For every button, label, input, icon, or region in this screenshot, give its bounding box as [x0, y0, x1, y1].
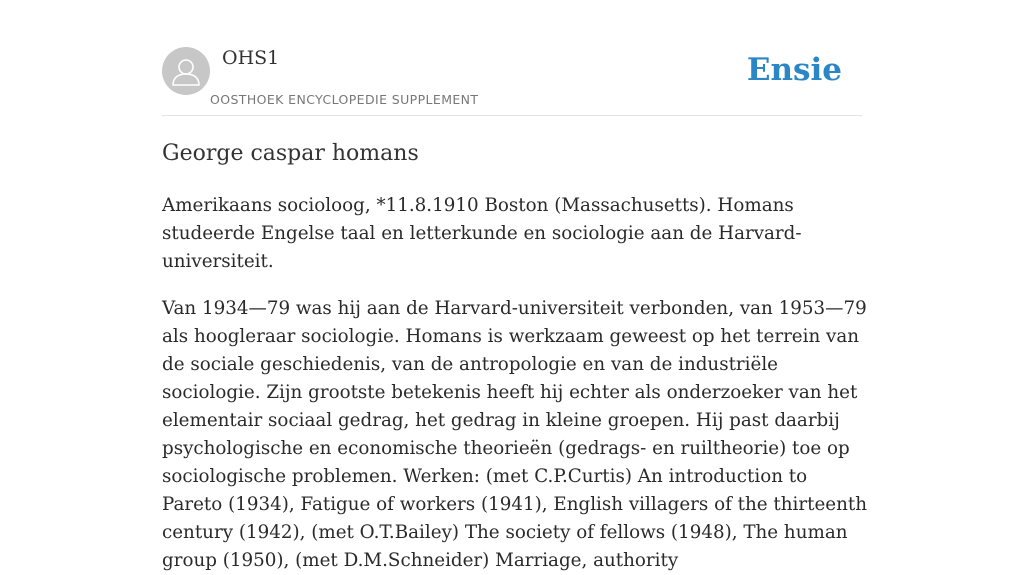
brand-logo[interactable]: Ensie	[746, 52, 842, 88]
article-paragraph-2: Van 1934—79 was hij aan de Harvard-universiteit verbonden, van 1953—79 als hoogleraar sociologie. Homans is werkzaam geweest op het terrein van de sociale geschiedenis, van de antropologie en van de industriële sociologie. Zijn grootste betekenis heeft hij echter als onderzoeker van het elementair sociaal gedrag, het gedrag in kleine groepen. Hij past daarbij psychologische en economische theorieën (gedrags- en ruiltheorie) toe op sociologische problemen. Werken: (met C.P.Curtis) An introduction to Pareto (1934), Fatigue of workers (1941), English villagers of the thirteenth century (1942), (met O.T.Bailey) The society of fellows (1948), The human group (1950), (met D.M.Schneider) Marriage, authority	[162, 298, 867, 571]
source-subtitle: OOSTHOEK ENCYCLOPEDIE SUPPLEMENT	[210, 92, 479, 107]
article-title: George caspar homans	[162, 141, 419, 166]
source-name[interactable]: OHS1	[222, 47, 280, 69]
source-header	[162, 46, 862, 116]
article	[162, 138, 872, 575]
user-silhouette-icon	[162, 47, 210, 95]
article-paragraph-1: Amerikaans socioloog, *11.8.1910 Boston (Massachusetts). Homans studeerde Engelse taal en letterkunde en sociologie aan de Harvard-universiteit.	[162, 195, 802, 272]
avatar[interactable]	[162, 47, 210, 95]
